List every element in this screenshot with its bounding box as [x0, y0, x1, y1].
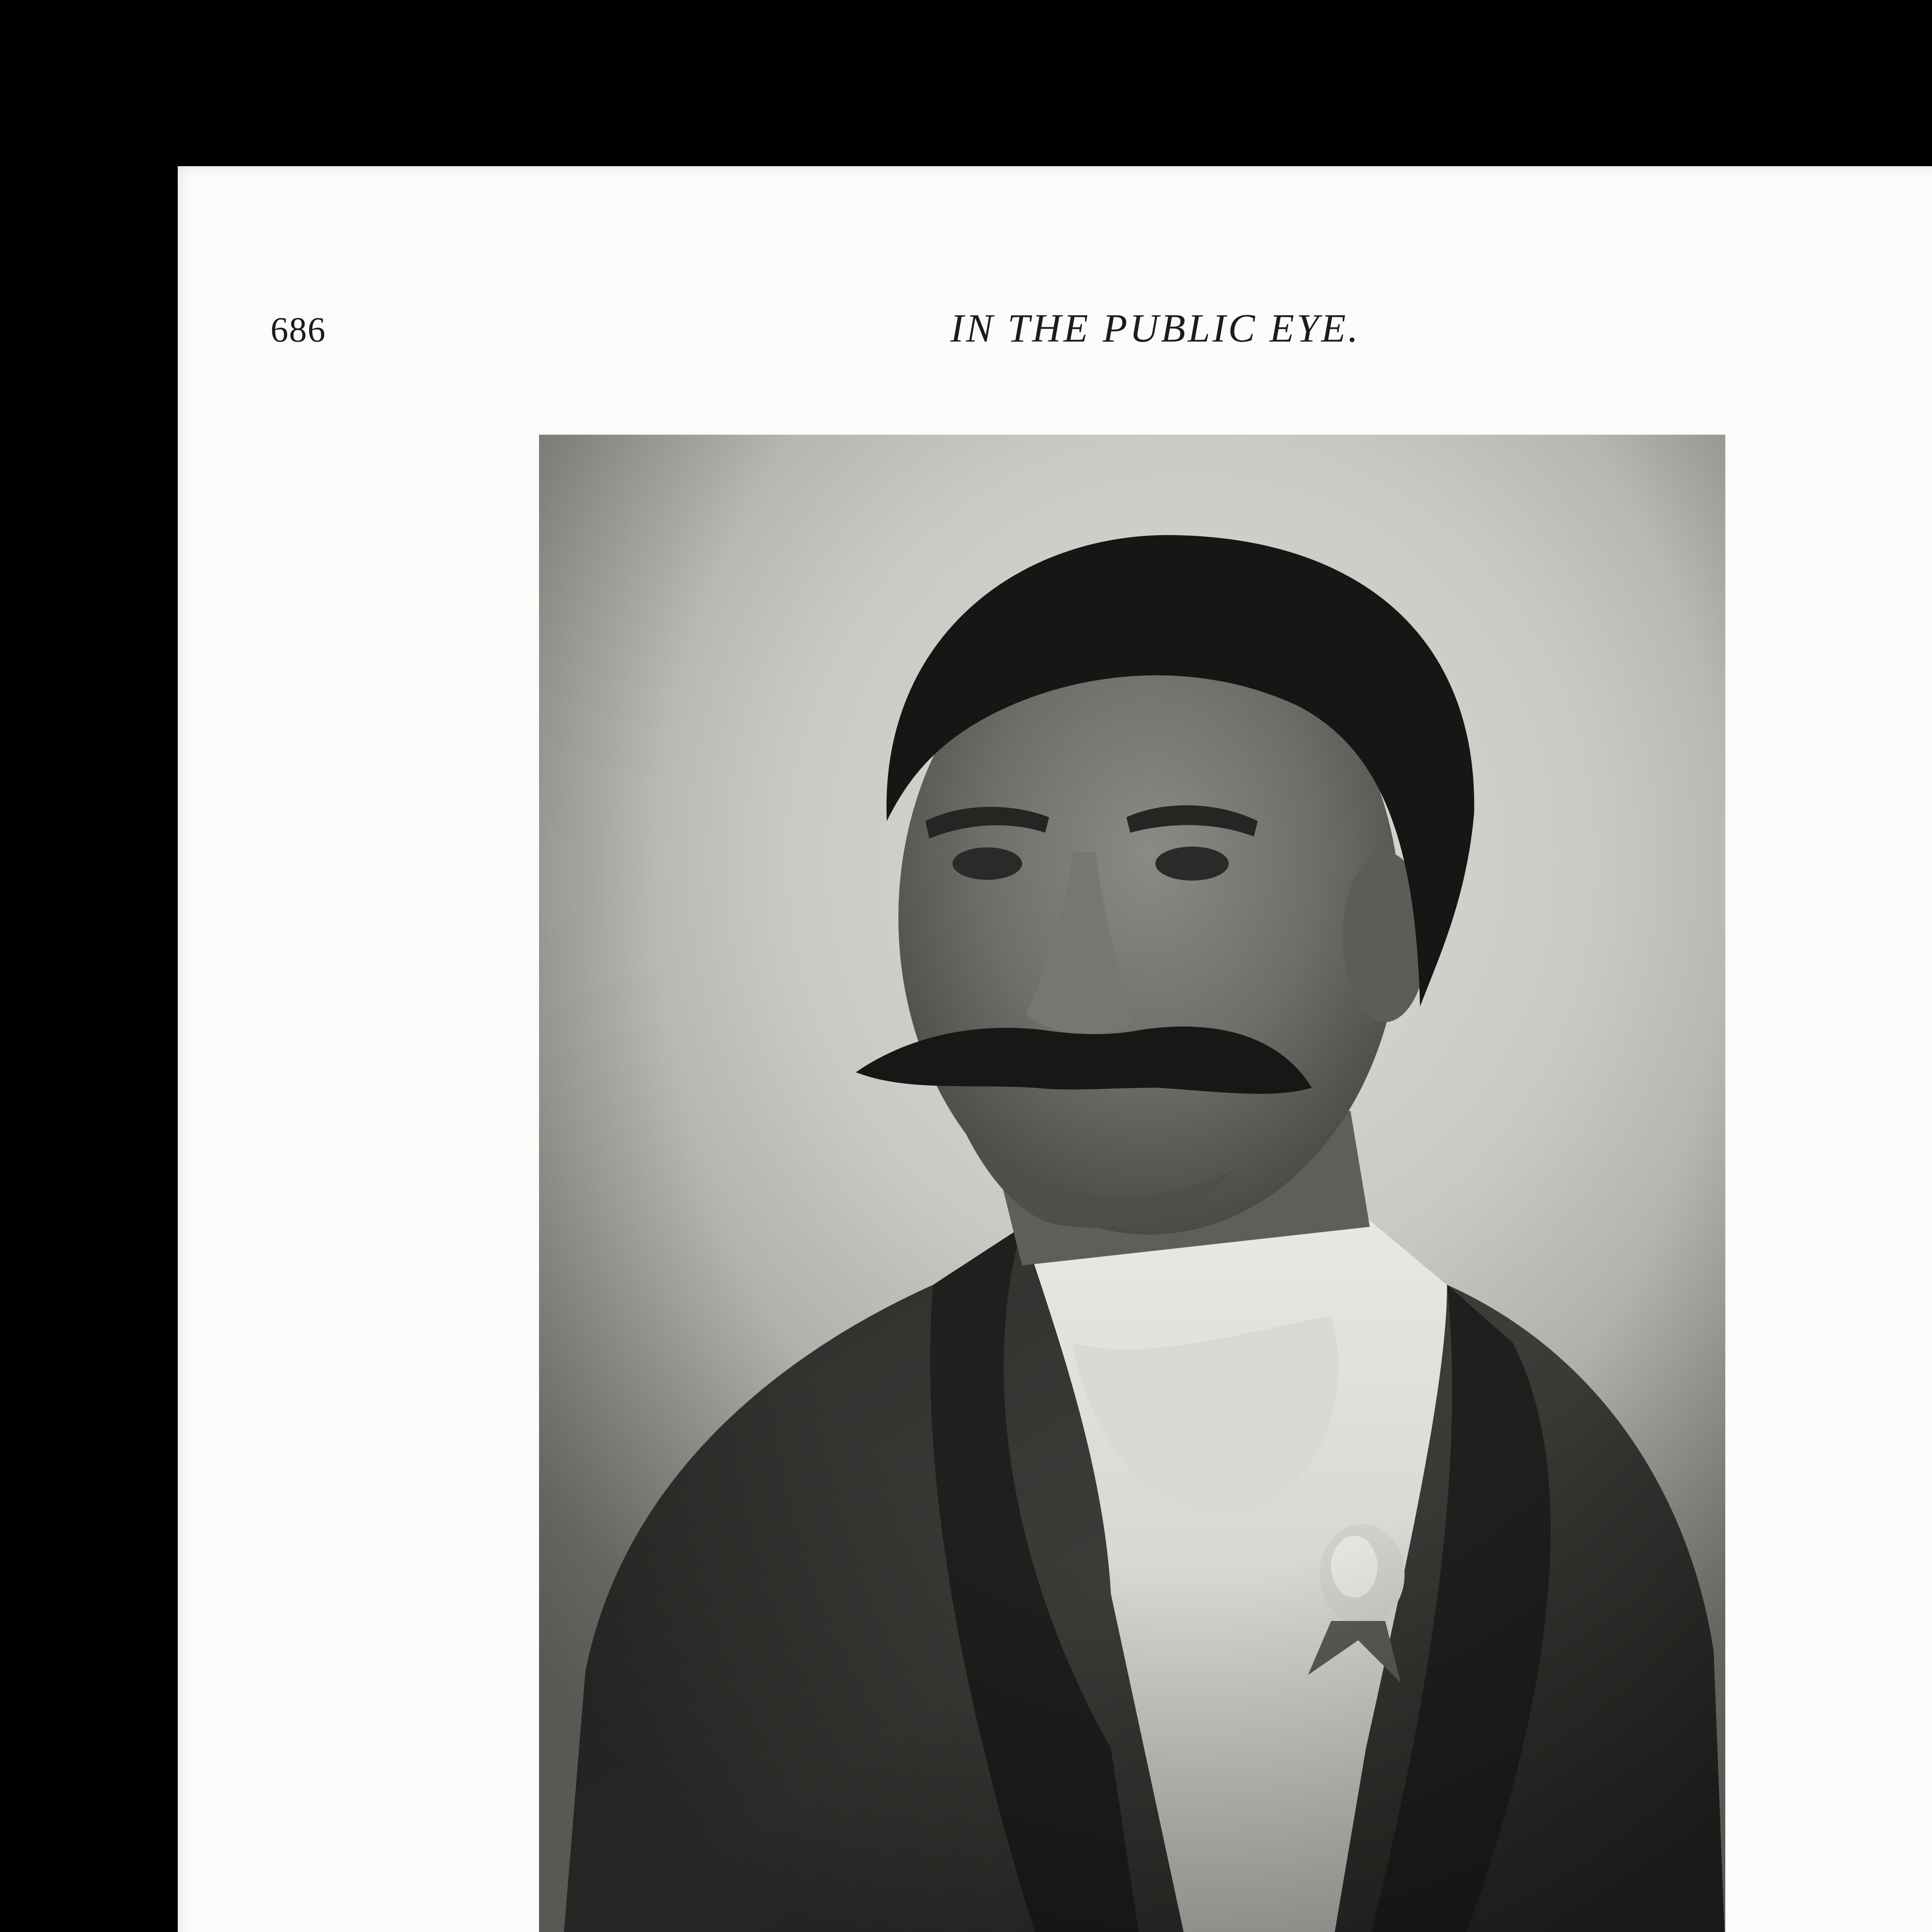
page-number: 686	[270, 310, 326, 349]
running-head: IN THE PUBLIC EYE.	[950, 306, 1361, 350]
portrait-photograph	[539, 435, 1725, 1932]
